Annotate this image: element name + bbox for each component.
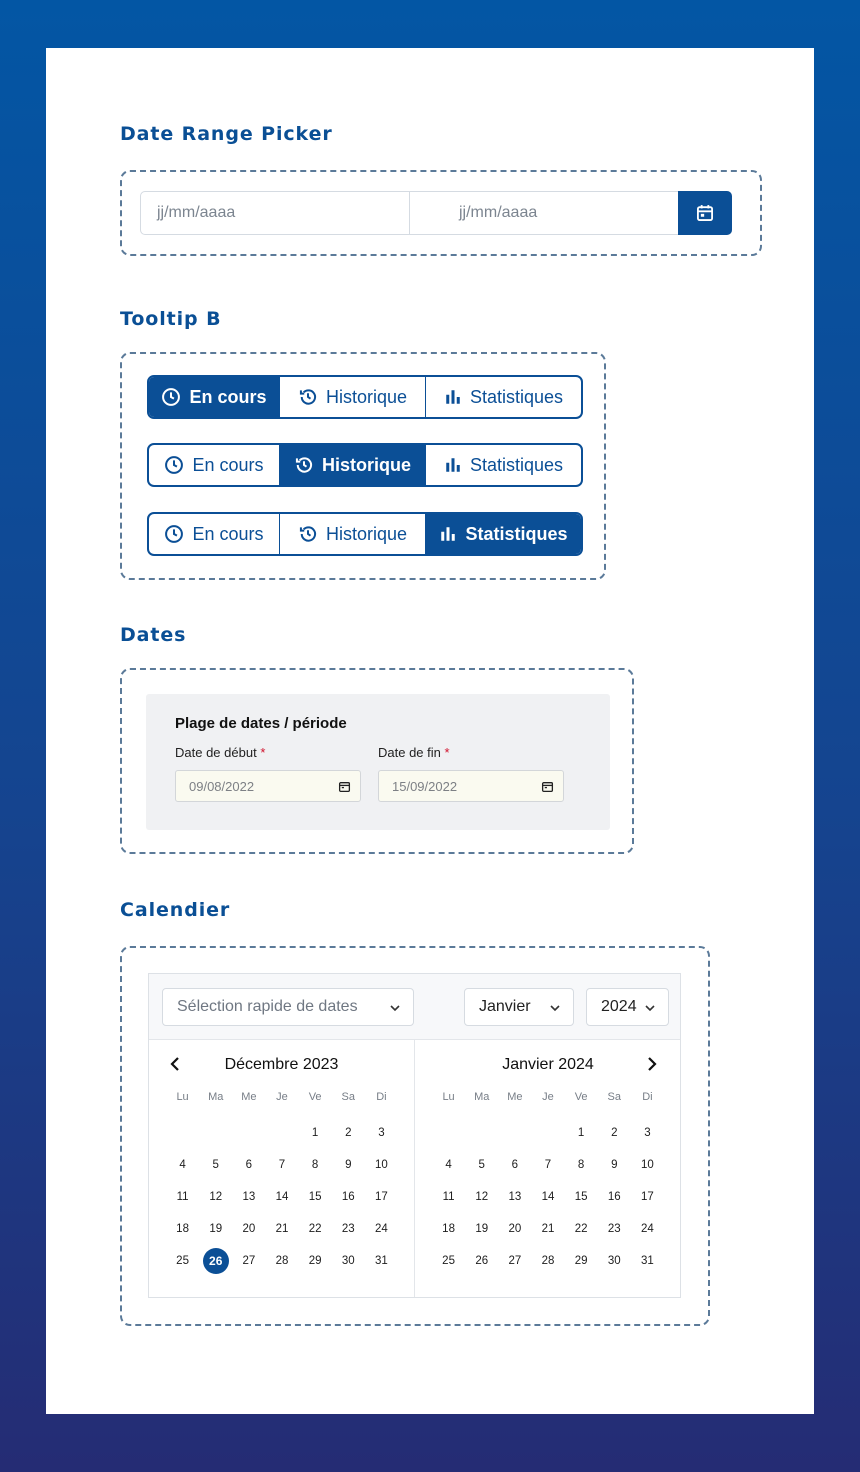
calendar-day[interactable]: 18 [442,1223,455,1235]
calendar-day[interactable]: 30 [607,1255,621,1267]
calendar-day[interactable]: 4 [445,1159,452,1171]
weekday-label: Sa [341,1091,355,1103]
calendar-day[interactable]: 23 [607,1223,621,1235]
calendar-day[interactable]: 22 [574,1223,588,1235]
month-select[interactable] [464,988,574,1026]
tab-historique[interactable] [280,445,426,485]
clock-icon [164,524,184,544]
calendar-day[interactable]: 20 [242,1223,256,1235]
calendar-day[interactable]: 24 [375,1223,388,1235]
tab-label: En cours [192,454,264,475]
bar-chart-icon [444,456,462,474]
empty-day [199,1117,232,1149]
calendar-day[interactable]: 6 [245,1159,253,1171]
calendar-day[interactable]: 15 [574,1191,588,1203]
calendar-day[interactable]: 18 [176,1223,189,1235]
chevron-down-icon [389,1002,401,1014]
weekday-label: Je [542,1091,554,1103]
calendar-day[interactable]: 31 [375,1255,388,1267]
calendar-day[interactable]: 27 [508,1255,522,1267]
chevron-right-icon[interactable] [645,1056,659,1072]
empty-day [166,1117,199,1149]
calendar-day[interactable]: 19 [209,1223,223,1235]
calendar-toolbar [149,974,680,1040]
calendar-day[interactable]: 28 [275,1255,289,1267]
bar-chart-icon [444,388,462,406]
history-icon [298,524,318,544]
weekday-label: Me [507,1091,523,1103]
calendar-day[interactable]: 9 [345,1159,352,1171]
weekday-label: Di [376,1091,387,1103]
tab-en-cours[interactable] [149,377,280,417]
tab-label: En cours [189,386,267,407]
weekday-row [432,1088,664,1106]
calendar-day[interactable]: 11 [176,1191,189,1203]
tab-historique[interactable] [280,377,426,417]
tab-statistiques[interactable] [426,445,581,485]
tab-statistiques[interactable] [426,514,581,554]
calendar-day[interactable]: 29 [308,1255,322,1267]
tab-en-cours[interactable] [149,514,280,554]
calendar-day[interactable]: 6 [511,1159,519,1171]
date-range-picker [140,191,732,235]
calendar-day[interactable]: 5 [478,1159,485,1171]
calendar-day[interactable]: 11 [442,1191,455,1203]
calendar-day[interactable]: 30 [341,1255,355,1267]
calendar-day[interactable]: 29 [574,1255,588,1267]
tab-en-cours[interactable] [149,445,280,485]
weekday-label: Me [241,1091,257,1103]
selected-day[interactable]: 26 [199,1245,232,1277]
weekday-label: Lu [176,1091,189,1103]
calendar-day[interactable]: 24 [641,1223,654,1235]
year-select[interactable] [586,988,669,1026]
calendar-day[interactable]: 17 [375,1191,388,1203]
calendar-day[interactable]: 16 [341,1191,355,1203]
calendar-day[interactable]: 25 [442,1255,455,1267]
calendar-icon[interactable] [338,780,351,793]
calendar-day[interactable]: 14 [541,1191,555,1203]
empty-day [465,1117,498,1149]
chevron-down-icon [644,1002,656,1014]
calendar-day[interactable]: 27 [242,1255,256,1267]
quick-select-placeholder: Sélection rapide de dates [177,998,358,1015]
tab-statistiques[interactable] [426,377,581,417]
bar-chart-icon [439,525,457,543]
tab-label: Historique [325,386,408,407]
calendar-day[interactable]: 10 [375,1159,388,1171]
calendar-day[interactable]: 19 [475,1223,489,1235]
month-title: Décembre 2023 [224,1056,339,1073]
weekday-label: Je [276,1091,288,1103]
month-select-value: Janvier [479,998,531,1015]
quick-select-dropdown[interactable] [162,988,414,1026]
calendar-month-left [149,1040,415,1297]
segmented-tabs [147,375,583,419]
calendar-day[interactable]: 15 [308,1191,322,1203]
weekday-label: Di [642,1091,653,1103]
segmented-tabs [147,443,583,487]
weekday-label: Ve [574,1091,588,1103]
empty-day [432,1117,465,1149]
empty-day [531,1117,564,1149]
tab-label: En cours [192,523,264,544]
calendar-day[interactable]: 7 [544,1159,552,1171]
date-range-picker-frame [120,170,762,256]
calendar-day[interactable]: 4 [179,1159,186,1171]
start-date-value: 09/08/2022 [189,778,255,794]
calendar-day[interactable]: 23 [341,1223,355,1235]
calendar-day[interactable]: 21 [541,1223,555,1235]
day-grid [432,1117,664,1277]
end-date-label: Date de fin * [378,745,450,760]
weekday-label: Ma [208,1091,224,1103]
chevron-down-icon [549,1002,561,1014]
tab-label: Historique [325,523,408,544]
weekday-label: Ve [308,1091,322,1103]
year-select-value: 2024 [601,998,637,1015]
calendar-day[interactable]: 3 [378,1127,385,1139]
month-grid [166,1088,398,1277]
calendar-day[interactable]: 8 [577,1159,585,1171]
calendar-month-right [415,1040,681,1297]
calendar-day[interactable]: 10 [641,1159,654,1171]
calendar-day[interactable]: 13 [242,1191,256,1203]
weekday-label: Sa [607,1091,621,1103]
day-grid [166,1117,398,1277]
calendar-day[interactable]: 2 [611,1127,618,1139]
calendar-icon[interactable] [541,780,554,793]
content-card [46,48,814,1414]
calendar-day[interactable]: 9 [611,1159,618,1171]
calendar-day[interactable]: 13 [508,1191,522,1203]
calendar-day[interactable]: 25 [176,1255,189,1267]
calendar-day[interactable]: 20 [508,1223,522,1235]
calendar-day[interactable]: 7 [278,1159,286,1171]
calendar-button[interactable] [678,191,732,235]
start-date-input[interactable]: jj/mm/aaaa [141,192,410,234]
calendar-day[interactable]: 16 [607,1191,621,1203]
history-icon [298,387,318,407]
empty-day [232,1117,265,1149]
date-range-form [146,694,610,830]
tab-label: Statistiques [469,386,564,407]
calendar-day[interactable]: 5 [212,1159,219,1171]
calendar-day[interactable]: 12 [209,1191,223,1203]
empty-day [498,1117,531,1149]
weekday-row [166,1088,398,1106]
calendar-day[interactable]: 14 [275,1191,289,1203]
calendar-day[interactable]: 21 [275,1223,289,1235]
calendar-day[interactable]: 31 [641,1255,654,1267]
month-title: Janvier 2024 [502,1056,594,1073]
start-date-label: Date de début * [175,745,266,760]
weekday-label: Ma [474,1091,490,1103]
calendar-day[interactable]: 8 [311,1159,319,1171]
start-date-field[interactable] [175,770,361,802]
tab-label: Historique [321,454,411,475]
calendar-day[interactable]: 1 [577,1127,585,1139]
history-icon [294,455,314,475]
section-title-calendar: Calendier [120,899,231,921]
section-title-dates: Dates [120,624,187,646]
tab-label: Statistiques [465,523,568,544]
section-title-date-range-picker: Date Range Picker [120,123,333,145]
calendar [148,973,681,1298]
clock-icon [164,455,184,475]
end-date-input[interactable]: jj/mm/aaaa [459,204,538,221]
month-grid [432,1088,664,1277]
calendar-day[interactable]: 22 [308,1223,322,1235]
end-date-value: 15/09/2022 [392,778,458,794]
empty-day [265,1117,298,1149]
calendar-day[interactable]: 28 [541,1255,555,1267]
end-date-field[interactable] [378,770,564,802]
calendar-day[interactable]: 2 [345,1127,352,1139]
segmented-tabs [147,512,583,556]
calendar-day[interactable]: 3 [644,1127,651,1139]
tab-label: Statistiques [469,454,564,475]
tab-historique[interactable] [280,514,426,554]
calendar-icon [695,203,715,223]
clock-icon [161,387,181,407]
weekday-label: Lu [442,1091,455,1103]
calendar-day[interactable]: 12 [475,1191,489,1203]
calendar-day[interactable]: 26 [475,1255,489,1267]
section-title-tooltip-b: Tooltip B [120,308,222,330]
calendar-day[interactable]: 1 [311,1127,319,1139]
calendar-day[interactable]: 17 [641,1191,654,1203]
form-title: Plage de dates / période [175,715,347,732]
